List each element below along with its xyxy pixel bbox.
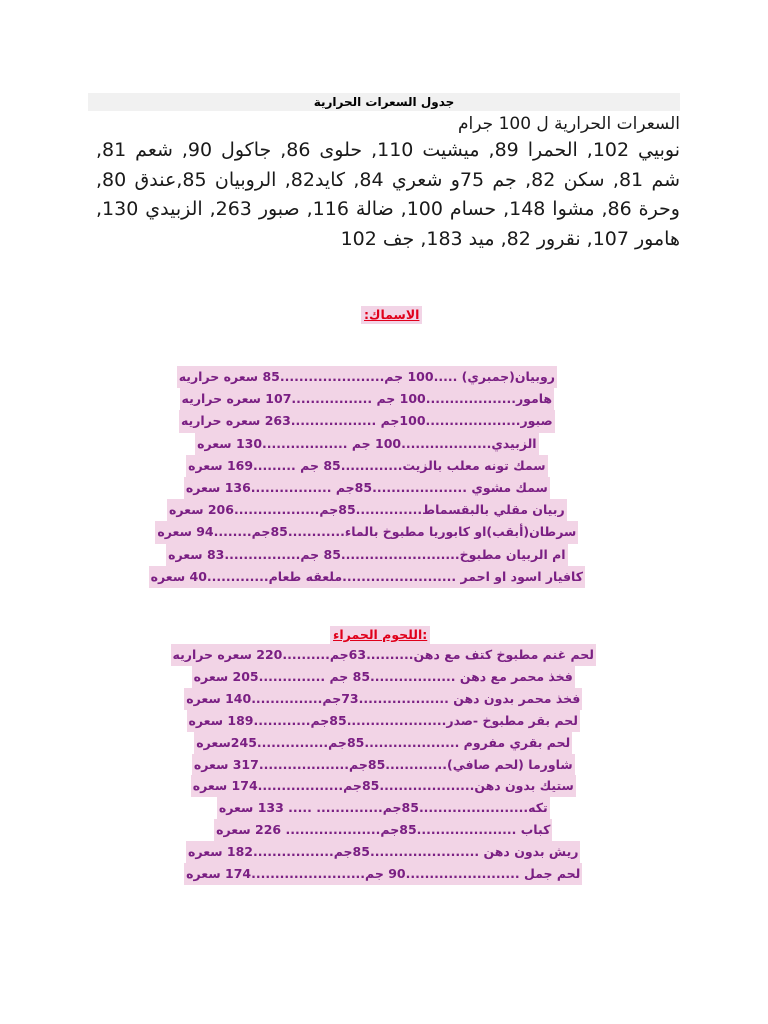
meat-row: ستيك بدون دهن....................85جم..................174 سعره: [191, 775, 576, 797]
fish-row: روبيان(جمبري) .....100 جم......................85 سعره حراريه: [177, 366, 557, 388]
meat-row: لحم غنم مطبوخ كتف مع دهن..........63جم..........220 سعره حراريه: [171, 644, 596, 666]
fish-row: سرطان(أبقب)او كابوريا مطبوخ بالماء............85جم........94 سعره: [155, 521, 578, 543]
fish-row: سمك تونه معلب بالزيت.............85 جم .........169 سعره: [186, 455, 547, 477]
red-meat-section-heading: :اللحوم الحمراء: [330, 626, 430, 644]
fish-rows: [149, 366, 585, 588]
fish-row: الزبيدي...................100 جم ..................130 سعره: [195, 433, 539, 455]
intro-subtitle: السعرات الحرارية ل 100 جرام: [458, 114, 680, 134]
fish-row: ربيان مقلي بالبقسماط..............85جم..................206 سعره: [167, 499, 567, 521]
fish-row: هامور...................100 جم .................107 سعره حراريه: [180, 388, 555, 410]
meat-row: لحم جمل ........................90 جم........................174 سعره: [184, 863, 582, 885]
fish-row: صبور....................100جم ..................263 سعره حراريه: [179, 410, 555, 432]
meat-row: لحم بقري مفروم ....................85جم...............245سعره: [194, 732, 572, 754]
fish-row: ام الربيان مطبوخ.........................85 جم................83 سعره: [166, 544, 567, 566]
fish-row: سمك مشوي ....................85جم .................136 سعره: [184, 477, 550, 499]
fish-row: كافيار اسود او احمر ........................ملعقه طعام.............40 سعره: [149, 566, 585, 588]
meat-row: شاورما (لحم صافي).............85جم...................317 سعره: [192, 754, 575, 776]
meat-row: تكه.......................85جم.............. ..... 133 سعره: [217, 797, 550, 819]
meat-row: كباب .....................85جم.................... 226 سعره: [214, 819, 552, 841]
fish-section-heading: الاسماك:: [361, 306, 422, 324]
red-meat-rows: [171, 644, 596, 885]
meat-row: فخذ محمر مع دهن ..................85 جم ..............205 سعره: [192, 666, 575, 688]
intro-block: [96, 112, 680, 254]
meat-row: فخذ محمر بدون دهن ...................73جم...............140 سعره: [184, 688, 582, 710]
meat-row: ريش بدون دهن .......................85جم.................182 سعره: [186, 841, 580, 863]
document-title: جدول السعرات الحرارية: [88, 93, 680, 111]
meat-row: لحم بقر مطبوخ -صدر.....................85جم............189 سعره: [187, 710, 580, 732]
intro-calorie-list: نوبيي 102, الحمرا 89, ميشيت 110, حلوى 86, جاكول 90, شعم 81, شم 81, سكن 82, جم 75و شعري 84, كايد82, الروبيان 85,عندق 80, وحرة 86, مشوا 148, حسام 100, ضالة 116, صبور 263, الزبيدي 130, هامور 107, نقرور 82, ميد 183, جف 102: [96, 139, 681, 250]
